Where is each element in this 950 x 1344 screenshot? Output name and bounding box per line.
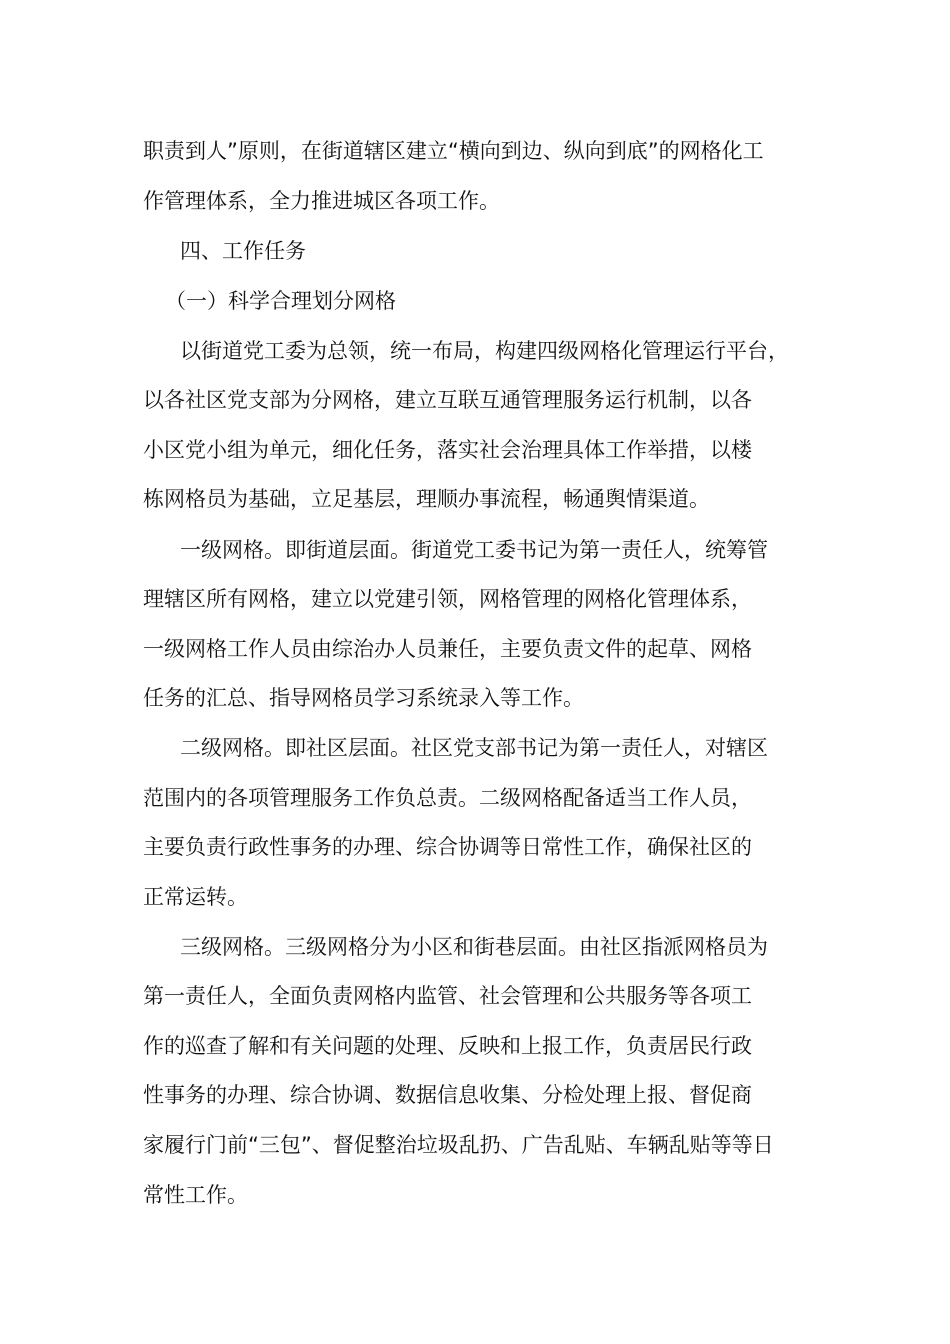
paragraph-line: 家履行门前“三包”、督促整治垃圾乱扔、广告乱贴、车辆乱贴等等日	[143, 1133, 774, 1157]
paragraph-line: 第一责任人，全面负责网格内监管、社会管理和公共服务等各项工	[143, 984, 752, 1008]
paragraph-line: 一级网格。即街道层面。街道党工委书记为第一责任人，统筹管	[180, 538, 768, 562]
paragraph-line: 小区党小组为单元，细化任务，落实社会治理具体工作举措，以楼	[143, 438, 752, 462]
paragraph-line: 以各社区党支部为分网格，建立互联互通管理服务运行机制，以各	[143, 388, 752, 412]
paragraph-line: 性事务的办理、综合协调、数据信息收集、分检处理上报、督促商	[143, 1083, 752, 1107]
paragraph-line: 二级网格。即社区层面。社区党支部书记为第一责任人，对辖区	[180, 736, 768, 760]
section-heading: 四、工作任务	[180, 239, 306, 263]
paragraph-line: 栋网格员为基础，立足基层，理顺办事流程，畅通舆情渠道。	[143, 487, 710, 511]
subsection-heading: （一）科学合理划分网格	[165, 289, 396, 313]
paragraph-line: 一级网格工作人员由综治办人员兼任，主要负责文件的起草、网格	[143, 637, 752, 661]
paragraph-line: 主要负责行政性事务的办理、综合协调等日常性工作，确保社区的	[143, 835, 752, 859]
paragraph-line: 作的巡查了解和有关问题的处理、反映和上报工作，负责居民行政	[143, 1034, 752, 1058]
paragraph-line: 任务的汇总、指导网格员学习系统录入等工作。	[143, 686, 584, 710]
paragraph-line: 理辖区所有网格，建立以党建引领，网格管理的网格化管理体系，	[143, 587, 752, 611]
paragraph-line: 以街道党工委为总领，统一布局，构建四级网格化管理运行平台，	[180, 339, 789, 363]
paragraph-line: 职责到人”原则，在街道辖区建立“横向到边、纵向到底”的网格化工	[143, 139, 764, 163]
paragraph-line: 作管理体系，全力推进城区各项工作。	[143, 189, 500, 213]
paragraph-line: 正常运转。	[143, 885, 248, 909]
paragraph-line: 范围内的各项管理服务工作负总责。二级网格配备适当工作人员，	[143, 786, 752, 810]
paragraph-line: 常性工作。	[143, 1183, 248, 1207]
paragraph-line: 三级网格。三级网格分为小区和街巷层面。由社区指派网格员为	[180, 935, 768, 959]
